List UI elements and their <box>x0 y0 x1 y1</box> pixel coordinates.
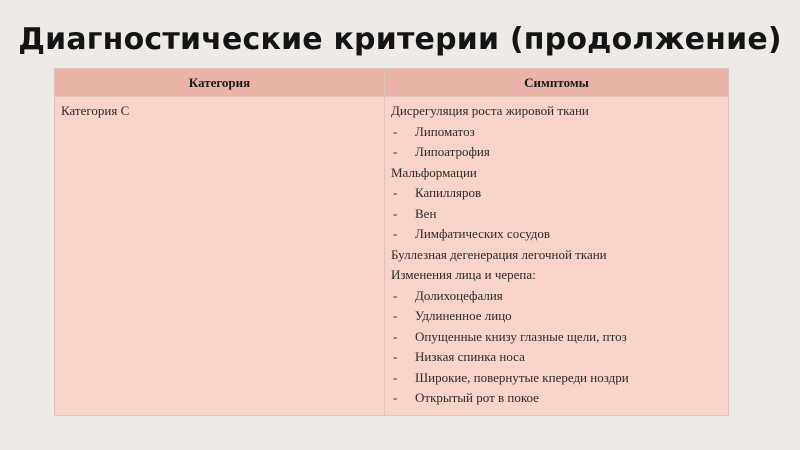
symptom-heading: Изменения лица и черепа: <box>391 267 536 282</box>
symptom-item <box>391 142 722 163</box>
symptom-heading: Буллезная дегенерация легочной ткани <box>391 246 607 262</box>
symptom-item-text: Капилляров <box>415 185 482 200</box>
symptom-item-text: Низкая спинка носа <box>415 349 525 364</box>
symptom-item <box>391 327 722 348</box>
symptom-item-text: Удлиненное лицо <box>415 308 512 323</box>
symptom-item-text: Открытый рот в покое <box>415 390 539 405</box>
symptom-item-text: Долихоцефалия <box>415 287 503 303</box>
table-header-row <box>55 69 729 97</box>
bullet-dash: - <box>393 144 398 159</box>
bullet-dash: - <box>393 308 398 323</box>
symptom-item-text: Опущенные книзу глазные щели, птоз <box>415 328 627 344</box>
bullet-dash: - <box>393 369 398 385</box>
header-symptoms: Симптомы <box>385 69 729 97</box>
symptom-item-text: Вен <box>415 205 437 221</box>
bullet-dash: - <box>393 287 398 303</box>
symptom-item-text: Широкие, повернутые кпереди ноздри <box>415 369 629 385</box>
category-label: Категория С <box>61 103 130 118</box>
slide-title: Диагностические критерии (продолжение) <box>18 22 782 57</box>
symptom-item <box>391 388 722 409</box>
symptom-item <box>391 183 722 204</box>
symptom-item <box>391 347 722 368</box>
criteria-table <box>54 68 729 416</box>
bullet-dash: - <box>393 185 398 200</box>
symptom-item <box>391 368 722 389</box>
symptom-item-text: Липоатрофия <box>415 144 490 159</box>
symptom-heading: Мальформации <box>391 164 477 180</box>
bullet-dash: - <box>393 205 398 221</box>
bullet-dash: - <box>393 328 398 344</box>
bullet-dash: - <box>393 226 398 241</box>
bullet-dash: - <box>393 390 398 405</box>
symptom-item-text: Лимфатических сосудов <box>415 226 551 241</box>
table-row <box>55 97 729 416</box>
symptom-item <box>391 306 722 327</box>
symptom-item <box>391 122 722 143</box>
category-cell <box>55 97 385 416</box>
symptom-heading: Дисрегуляция роста жировой ткани <box>391 103 589 118</box>
header-category: Категория <box>55 69 385 97</box>
symptom-item <box>391 224 722 245</box>
symptom-item-text: Липоматоз <box>415 123 475 139</box>
bullet-dash: - <box>393 349 398 364</box>
symptom-item <box>391 286 722 307</box>
symptom-item <box>391 204 722 225</box>
bullet-dash: - <box>393 123 398 139</box>
symptoms-cell <box>385 97 729 416</box>
symptom-list <box>391 101 722 409</box>
